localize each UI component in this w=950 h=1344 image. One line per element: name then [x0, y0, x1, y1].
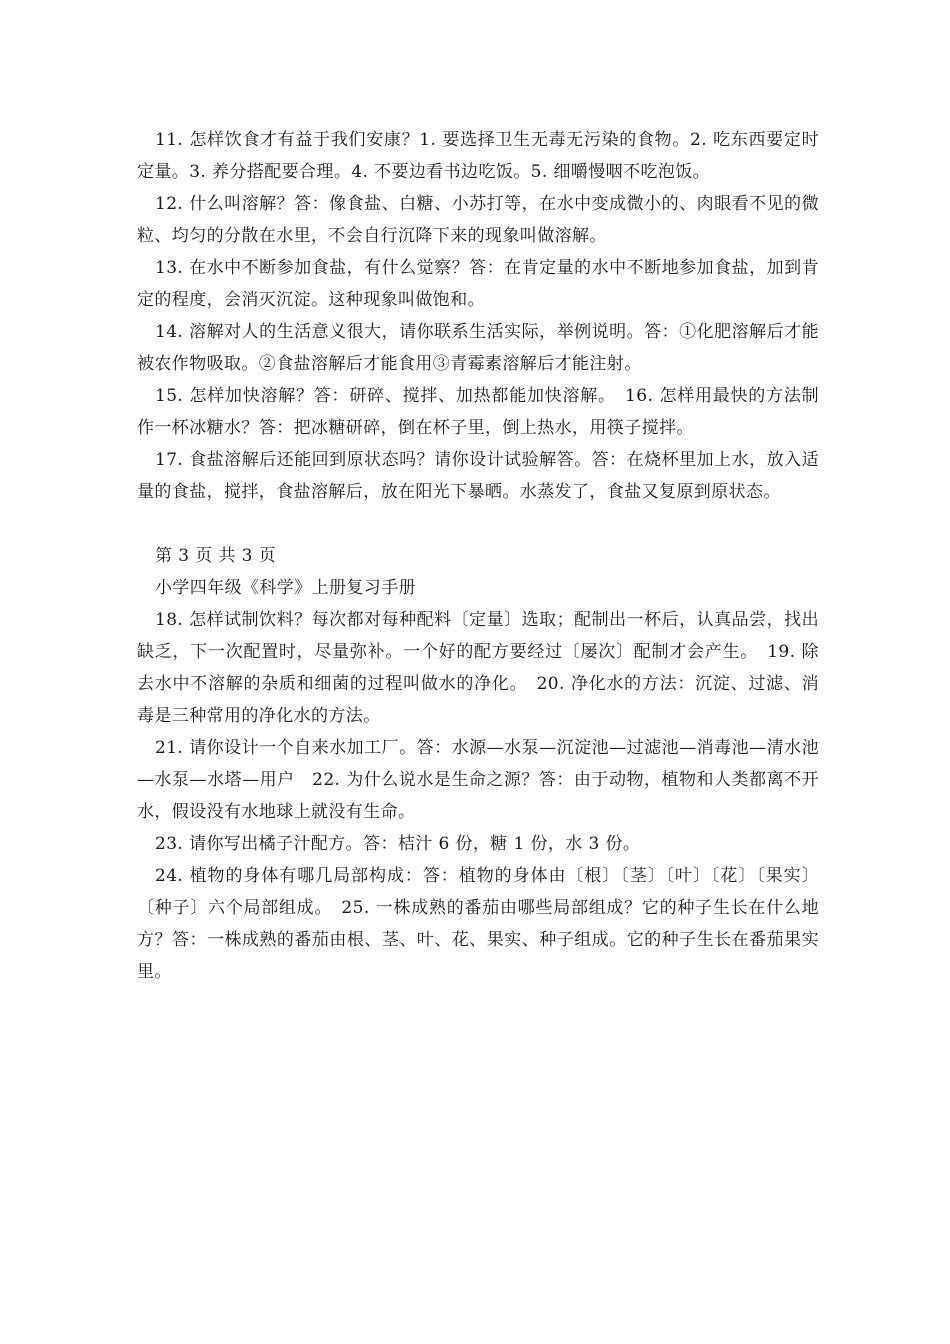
paragraph-q11: 11. 怎样饮食才有益于我们安康？1. 要选择卫生无毒无污染的食物。2. 吃东西要定时定量。3. 养分搭配要合理。4. 不要边看书边吃饭。5. 细嚼慢咽不吃泡饭。 — [137, 130, 819, 182]
paragraph-q13: 13. 在水中不断参加食盐，有什么觉察？答：在肯定量的水中不断地参加食盐，加到肯定的程度，会消灭沉淀。这种现象叫做饱和。 — [137, 258, 819, 310]
paragraph-q14: 14. 溶解对人的生活意义很大，请你联系生活实际，举例说明。答：①化肥溶解后才能被农作物吸取。②食盐溶解后才能食用③青霉素溶解后才能注射。 — [137, 322, 819, 374]
document-page — [137, 124, 819, 988]
paragraph-q12: 12. 什么叫溶解？答：像食盐、白糖、小苏打等，在水中变成微小的、肉眼看不见的微粒、均匀的分散在水里，不会自行沉降下来的现象叫做溶解。 — [137, 194, 819, 246]
document-title: 小学四年级《科学》上册复习手册 — [155, 578, 416, 598]
paragraph-q18-q20: 18. 怎样试制饮料？每次都对每种配料〔定量〕选取；配制出一杯后，认真品尝，找出缺乏，下一次配置时，尽量弥补。一个好的配方要经过〔屡次〕配制才会产生。 19. 除去水中不溶解的杂质和细菌的过程叫做水的净化。 20. 净化水的方法：沉淀、过滤、消毒是三种常用的净化水的方法。 — [137, 610, 819, 726]
section-spacer — [137, 508, 819, 540]
page-footer: 第 3 页 共 3 页 — [155, 546, 277, 566]
paragraph-q17: 17. 食盐溶解后还能回到原状态吗？请你设计试验解答。答：在烧杯里加上水，放入适量的食盐，搅拌，食盐溶解后，放在阳光下暴晒。水蒸发了，食盐又复原到原状态。 — [137, 450, 819, 502]
paragraph-q24-q25: 24. 植物的身体有哪几局部构成：答：植物的身体由〔根〕〔茎〕〔叶〕〔花〕〔果实〕〔种子〕六个局部组成。 25. 一株成熟的番茄由哪些局部组成？它的种子生长在什么地方？答：一株成熟的番茄由根、茎、叶、花、果实、种子组成。它的种子生长在番茄果实里。 — [137, 866, 819, 982]
paragraph-q15-q16: 15. 怎样加快溶解？答：研碎、搅拌、加热都能加快溶解。 16. 怎样用最快的方法制作一杯冰糖水？答：把冰糖研碎，倒在杯子里，倒上热水，用筷子搅拌。 — [137, 386, 819, 438]
paragraph-q23: 23. 请你写出橘子汁配方。答：桔汁 6 份，糖 1 份，水 3 份。 — [155, 834, 641, 854]
paragraph-q21-q22: 21. 请你设计一个自来水加工厂。答：水源—水泵—沉淀池—过滤池—消毒池—清水池—水泵—水塔—用户 22. 为什么说水是生命之源？答：由于动物，植物和人类都离不开水，假设没有水地球上就没有生命。 — [137, 738, 819, 822]
